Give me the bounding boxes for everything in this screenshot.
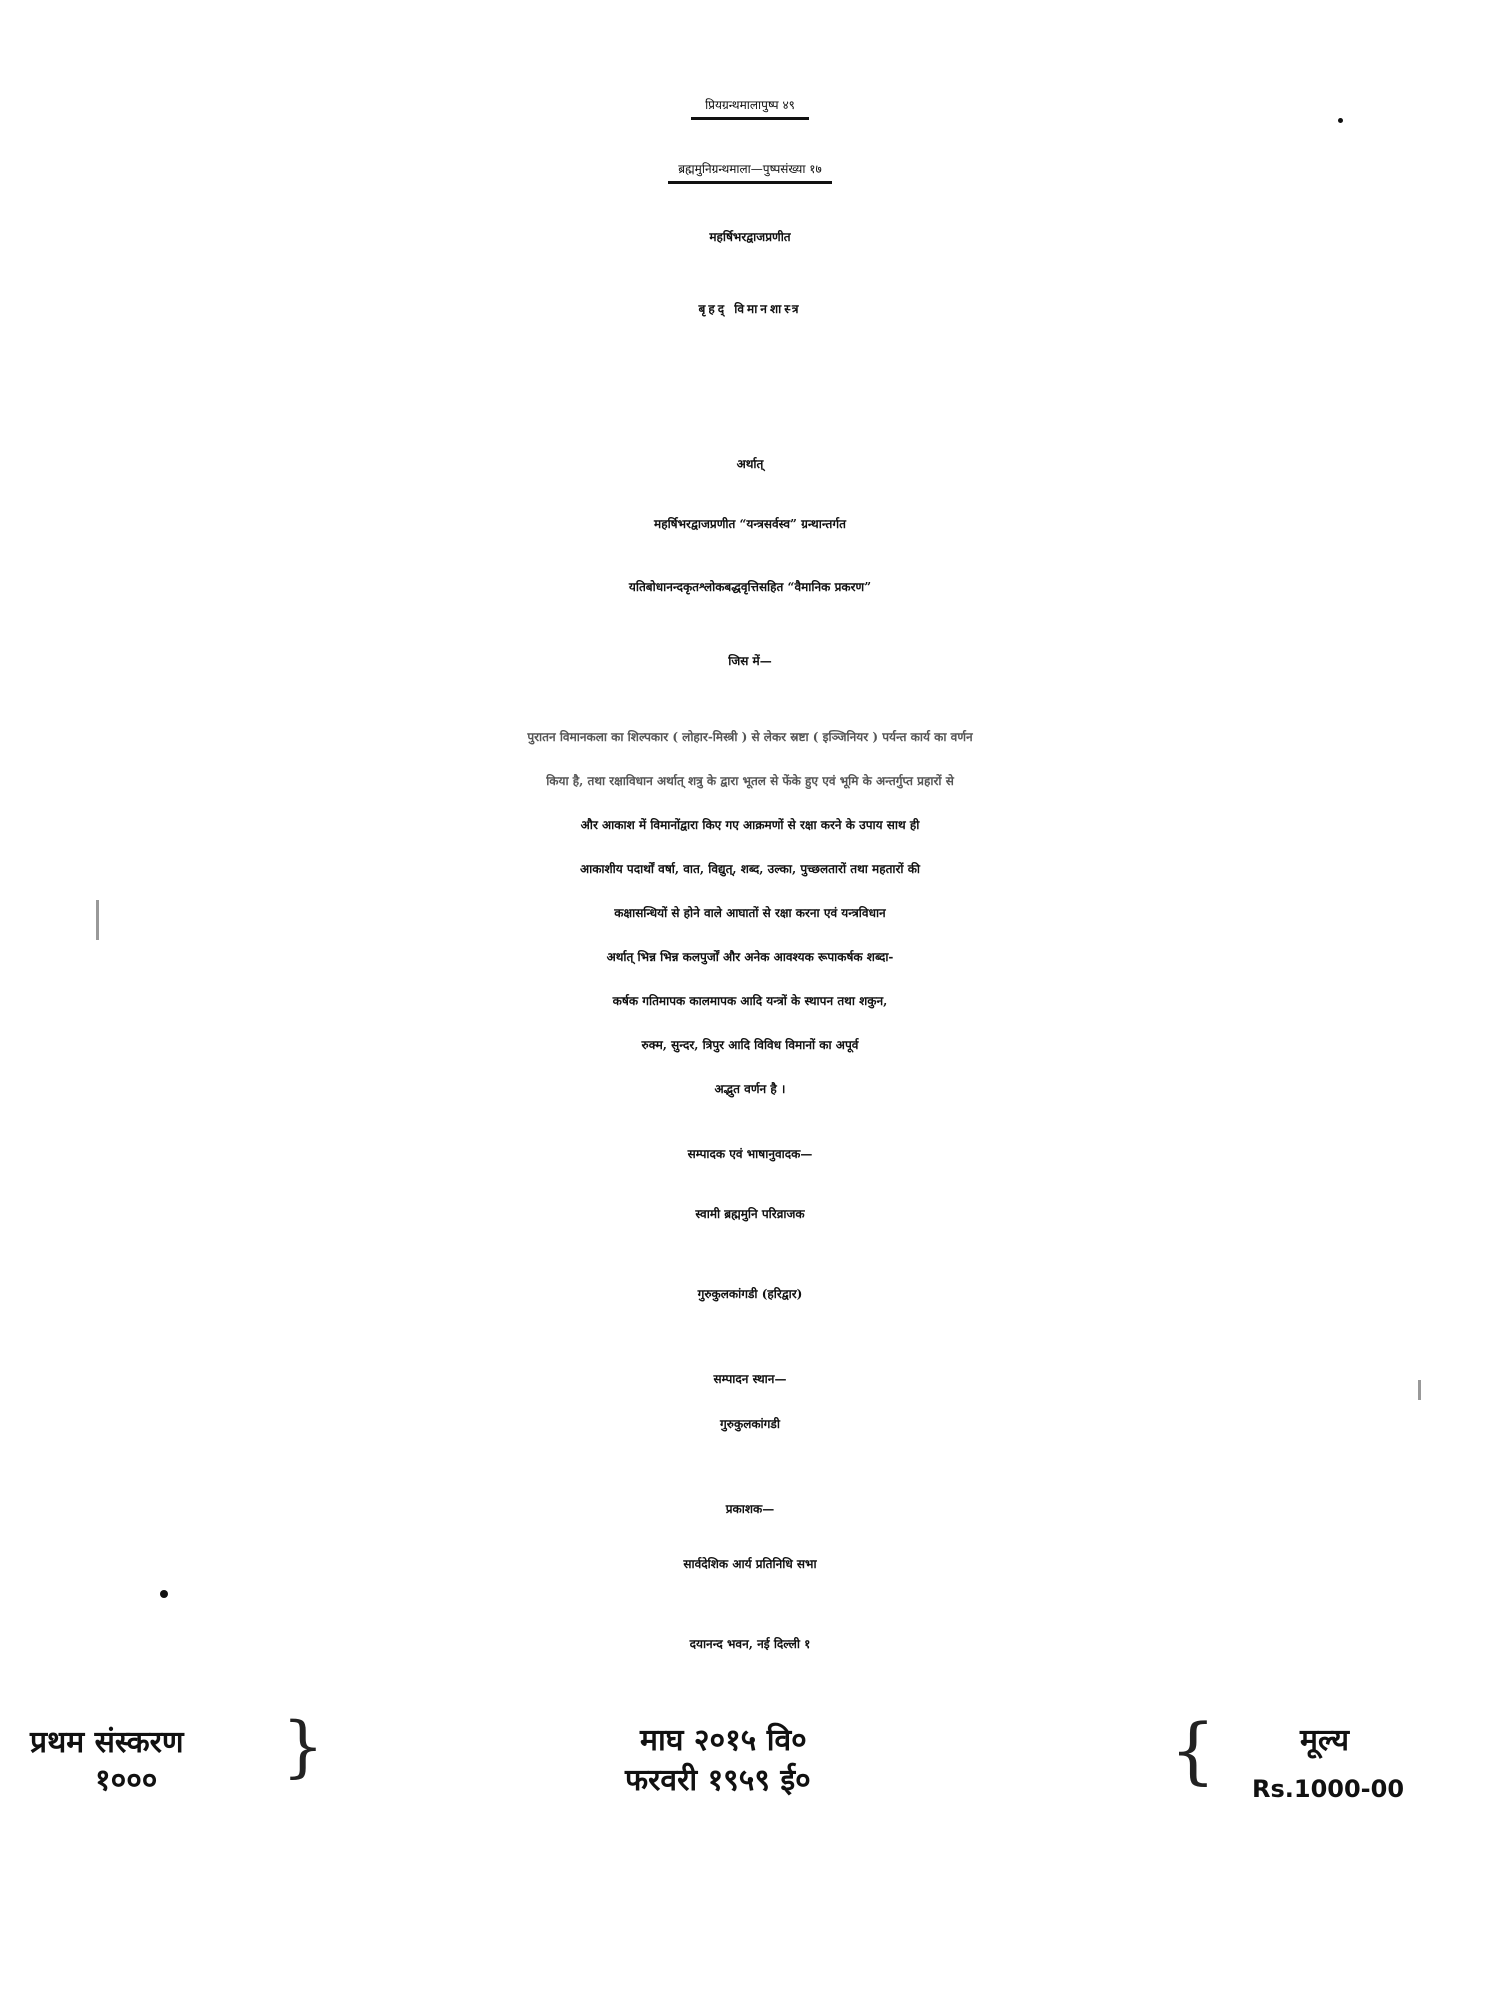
series-label-2: ब्रह्ममुनिग्रन्थमाला—पुष्पसंख्या १७ [668,160,832,184]
publisher-label: प्रकाशक— [725,1502,775,1516]
speck-dot [1338,118,1343,123]
subtitle-line-1: महर्षिभरद्वाजप्रणीत “यन्त्रसर्वस्व” ग्रन्थान्तर्गत [654,517,846,531]
publisher-name: सार्वदेशिक आर्य प्रतिनिधि सभा [683,1557,817,1571]
right-curly-brace: } [282,1708,324,1785]
scan-mark [96,900,99,940]
editor-place: गुरुकुलकांगडी (हरिद्वार) [697,1287,803,1301]
speck-dot [160,1590,168,1598]
editing-place-value: गुरुकुलकांगडी [720,1417,780,1431]
subtitle-line-2: यतिबोधानन्दकृतश्लोकबद्धवृत्तिसहित “वैमानिक प्रकरण” [628,580,872,594]
description-line: अद्भुत वर्णन है । [714,1082,786,1096]
date-vikram: माघ २०१५ वि० [640,1723,807,1758]
edition-count: १००० [95,1763,158,1798]
series-label-1: प्रियग्रन्थमालापुष्प ४९ [691,96,809,120]
description-line: पुरातन विमानकला का शिल्पकार ( लोहार-मिस्त्री ) से लेकर स्रष्टा ( इञ्जिनियर ) पर्यन्त कार्य का वर्णन [527,730,973,744]
description-line: अर्थात् भिन्न भिन्न कलपुर्जों और अनेक आवश्यक रूपाकर्षक शब्दा- [606,950,894,964]
editing-place-label: सम्पादन स्थान— [713,1372,787,1386]
editor-name: स्वामी ब्रह्ममुनि परिव्राजक [695,1207,805,1221]
description-line: कक्षासन्धियों से होने वाले आघातों से रक्षा करना एवं यन्त्रविधान [614,906,886,920]
price-label: मूल्य [1300,1723,1350,1758]
description-line: रुक्म, सुन्दर, त्रिपुर आदि विविध विमानों का अपूर्व [641,1038,859,1052]
description-line: कर्षक गतिमापक कालमापक आदि यन्त्रों के स्थापन तथा शकुन, [612,994,888,1008]
description-line: किया है, तथा रक्षाविधान अर्थात् शत्रु के द्वारा भूतल से फेंके हुए एवं भूमि के अन्तर्गुप्त प्रहारों से [546,774,954,788]
series-line-1 [0,96,1500,120]
description-line: और आकाश में विमानोंद्वारा किए गए आक्रमणों से रक्षा करने के उपाय साथ ही [580,818,920,832]
scan-mark [1418,1380,1421,1400]
author-attribution: महर्षिभरद्वाजप्रणीत [709,230,791,244]
edition-label: प्रथम संस्करण [30,1725,184,1760]
price-value: Rs.1000-00 [1252,1775,1405,1803]
editor-label: सम्पादक एवं भाषानुवादक— [687,1147,813,1161]
publisher-address: दयानन्द भवन, नई दिल्ली १ [689,1637,811,1651]
description-intro: जिस में— [728,654,772,668]
main-title: बृहद् विमानशास्त्र [698,302,802,316]
description-block [0,715,1500,1111]
description-line: आकाशीय पदार्थों वर्षा, वात, विद्युत्, शब्द, उल्का, पुच्छलतारों तथा महतारों की [579,862,921,876]
left-curly-brace: { [1170,1708,1216,1792]
arthat-word: अर्थात् [736,457,764,471]
series-line-2 [0,160,1500,184]
date-gregorian: फरवरी १९५९ ई० [625,1763,811,1798]
